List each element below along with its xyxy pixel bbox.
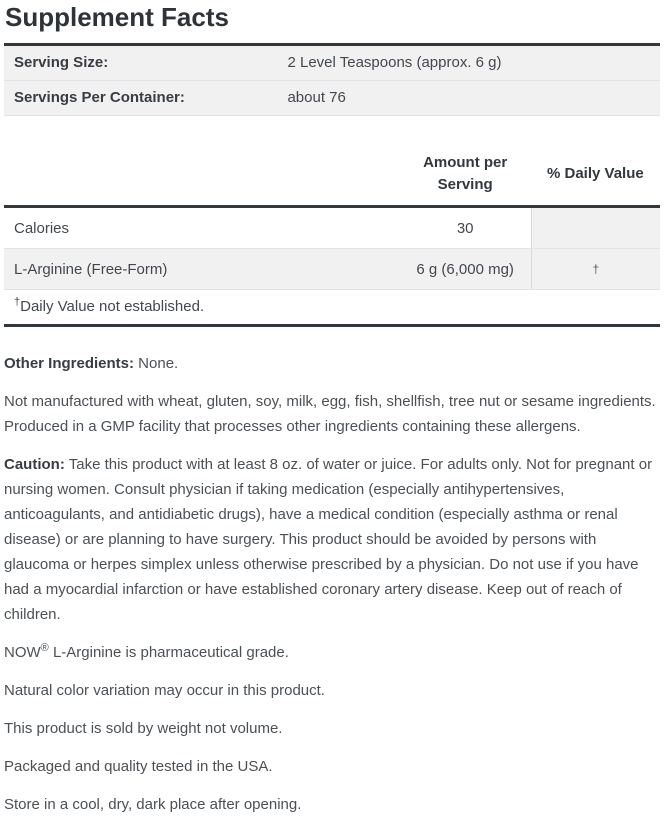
table-row-calories bbox=[4, 208, 660, 249]
color-variation-note: Natural color variation may occur in this product. bbox=[4, 682, 325, 699]
daily-value-cell bbox=[531, 208, 660, 248]
sold-by-weight-note: This product is sold by weight not volume. bbox=[4, 720, 283, 737]
brand-grade-paragraph bbox=[4, 640, 660, 665]
caution-text: Take this product with at least 8 oz. of water or juice. For adults only. Not for pregnant or nursing women. Consult physician if taking medication (especially antihypertensives, anticoagulants, and antidiabetic drugs), have a medical condition (especially asthma or renal disease) or are planning to have surgery. This product should be avoided by persons with glaucoma or herpes simplex unless otherwise prescribed by a physician. Do not use if you have had a myocardial infarction or have established coronary artery disease. Keep out of reach of children. bbox=[4, 456, 653, 623]
serving-size-row bbox=[4, 46, 660, 81]
dagger-symbol: † bbox=[592, 262, 600, 276]
caution-paragraph bbox=[4, 452, 660, 627]
brand-grade-text: L-Arginine is pharmaceutical grade. bbox=[48, 644, 289, 661]
dagger-symbol: † bbox=[14, 296, 21, 308]
page-title: Supplement Facts bbox=[5, 2, 229, 32]
footnote-text: Daily Value not established. bbox=[20, 298, 205, 315]
footnote-row bbox=[4, 290, 660, 324]
serving-size-value: 2 Level Teaspoons (approx. 6 g) bbox=[287, 54, 502, 71]
serving-info-table bbox=[4, 43, 660, 116]
caution-label: Caution: bbox=[4, 456, 65, 473]
product-copy bbox=[4, 351, 660, 817]
registered-trademark-symbol: ® bbox=[40, 642, 49, 654]
nutrient-amount: 6 g (6,000 mg) bbox=[416, 260, 514, 278]
table-row-l-arginine bbox=[4, 249, 660, 290]
amount-per-serving-header: Amount per Serving bbox=[423, 154, 508, 193]
storage-note: Store in a cool, dry, dark place after opening. bbox=[4, 796, 302, 813]
daily-value-header: % Daily Value bbox=[547, 165, 644, 182]
nutrient-name: Calories bbox=[14, 219, 70, 237]
nutrient-amount: 30 bbox=[456, 219, 474, 237]
nutrition-table bbox=[4, 205, 660, 327]
allergen-paragraph: Not manufactured with wheat, gluten, soy, milk, egg, fish, shellfish, tree nut or sesame ingredients. Produced in a GMP facility that processes other ingredients containing these allergens. bbox=[4, 393, 656, 435]
other-ingredients-value: None. bbox=[134, 355, 179, 372]
nutrient-name: L-Arginine (Free-Form) bbox=[14, 260, 168, 278]
servings-per-container-value: about 76 bbox=[287, 89, 346, 106]
nutrition-column-headers bbox=[4, 152, 660, 205]
servings-per-container-label: Servings Per Container: bbox=[14, 89, 185, 106]
other-ingredients-label: Other Ingredients: bbox=[4, 355, 135, 372]
other-ingredients-paragraph bbox=[4, 351, 660, 376]
serving-size-label: Serving Size: bbox=[14, 54, 109, 71]
servings-per-container-row bbox=[4, 81, 660, 116]
packaged-in-usa-note: Packaged and quality tested in the USA. bbox=[4, 758, 273, 775]
brand-name: NOW bbox=[4, 644, 41, 661]
daily-value-cell bbox=[531, 249, 660, 289]
